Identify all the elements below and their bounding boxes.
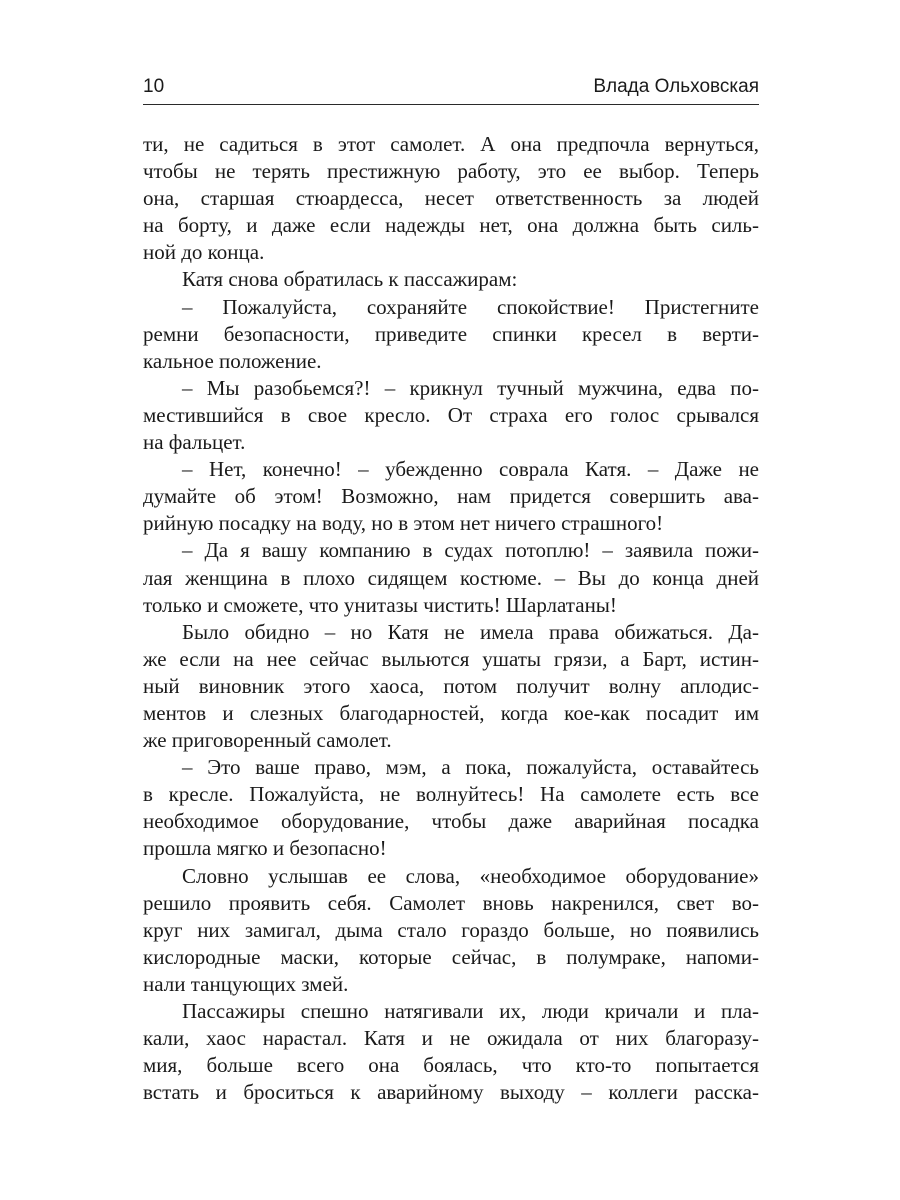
text-line: Было обидно – но Катя не имела права обижаться. Да- [182, 619, 759, 644]
text-line: на фальцет. [143, 430, 246, 455]
text-line: ной до конца. [143, 240, 265, 265]
text-line: кальное положение. [143, 348, 322, 373]
text-line: чтобы не терять престижную работу, это ее выбор. Теперь [143, 159, 759, 184]
text-line: Словно услышав ее слова, «необходимое оборудование» [182, 863, 759, 888]
header-rule [143, 104, 759, 105]
text-line: Катя снова обратилась к пассажирам: [182, 267, 518, 292]
text-line: лая женщина в плохо сидящем костюме. – Вы до конца дней [143, 565, 759, 590]
text-line: в кресле. Пожалуйста, не волнуйтесь! На самолете есть все [143, 782, 759, 807]
text-line: – Пожалуйста, сохраняйте спокойствие! Пристегните [182, 294, 759, 319]
text-line: ремни безопасности, приведите спинки кресел в верти- [143, 321, 759, 346]
text-line: думайте об этом! Возможно, нам придется совершить ава- [143, 484, 759, 509]
text-line: – Мы разобьемся?! – крикнул тучный мужчина, едва по- [182, 375, 759, 400]
text-line: – Да я вашу компанию в судах потоплю! – заявила пожи- [182, 538, 759, 563]
running-head [143, 76, 759, 104]
text-line: круг них замигал, дыма стало гораздо больше, но появились [143, 917, 759, 942]
text-line: кислородные маски, которые сейчас, в полумраке, напоми- [143, 944, 759, 969]
text-line: необходимое оборудование, чтобы даже аварийная посадка [143, 809, 759, 834]
text-line: ментов и слезных благодарностей, когда кое-как посадит им [143, 700, 759, 725]
text-line: встать и броситься к аварийному выходу – коллеги расска- [143, 1080, 759, 1105]
text-line: же приговоренный самолет. [143, 728, 392, 753]
text-line: – Это ваше право, мэм, а пока, пожалуйста, оставайтесь [182, 755, 759, 780]
book-page [143, 0, 759, 1200]
text-line: Пассажиры спешно натягивали их, люди кричали и пла- [182, 999, 759, 1023]
text-line: только и сможете, что унитазы чистить! Шарлатаны! [143, 592, 617, 617]
text-line: мия, больше всего она боялась, что кто-то попытается [143, 1053, 759, 1078]
text-line: решило проявить себя. Самолет вновь накренился, свет во- [143, 890, 759, 915]
text-line: – Нет, конечно! – убежденно соврала Катя. – Даже не [182, 457, 759, 482]
text-line: же если на нее сейчас выльются ушаты грязи, а Барт, истин- [143, 646, 759, 671]
page-number: 10 [143, 76, 165, 97]
text-line: прошла мягко и безопасно! [143, 836, 387, 861]
author-name: Влада Ольховская [593, 76, 759, 97]
text-line: кали, хаос нарастал. Катя и не ожидала от них благоразу- [143, 1026, 759, 1051]
text-line: местившийся в свое кресло. От страха его голос срывался [143, 402, 759, 427]
text-line: ный виновник этого хаоса, потом получит волну аплодис- [143, 673, 759, 698]
body-text [143, 131, 759, 1106]
text-line: ти, не садиться в этот самолет. А она предпочла вернуться, [143, 132, 759, 156]
text-line: рийную посадку на воду, но в этом нет ничего страшного! [143, 511, 664, 536]
text-line: она, старшая стюардесса, несет ответственность за людей [143, 186, 759, 211]
text-line: нали танцующих змей. [143, 971, 349, 996]
text-line: на борту, и даже если надежды нет, она должна быть силь- [143, 213, 759, 238]
